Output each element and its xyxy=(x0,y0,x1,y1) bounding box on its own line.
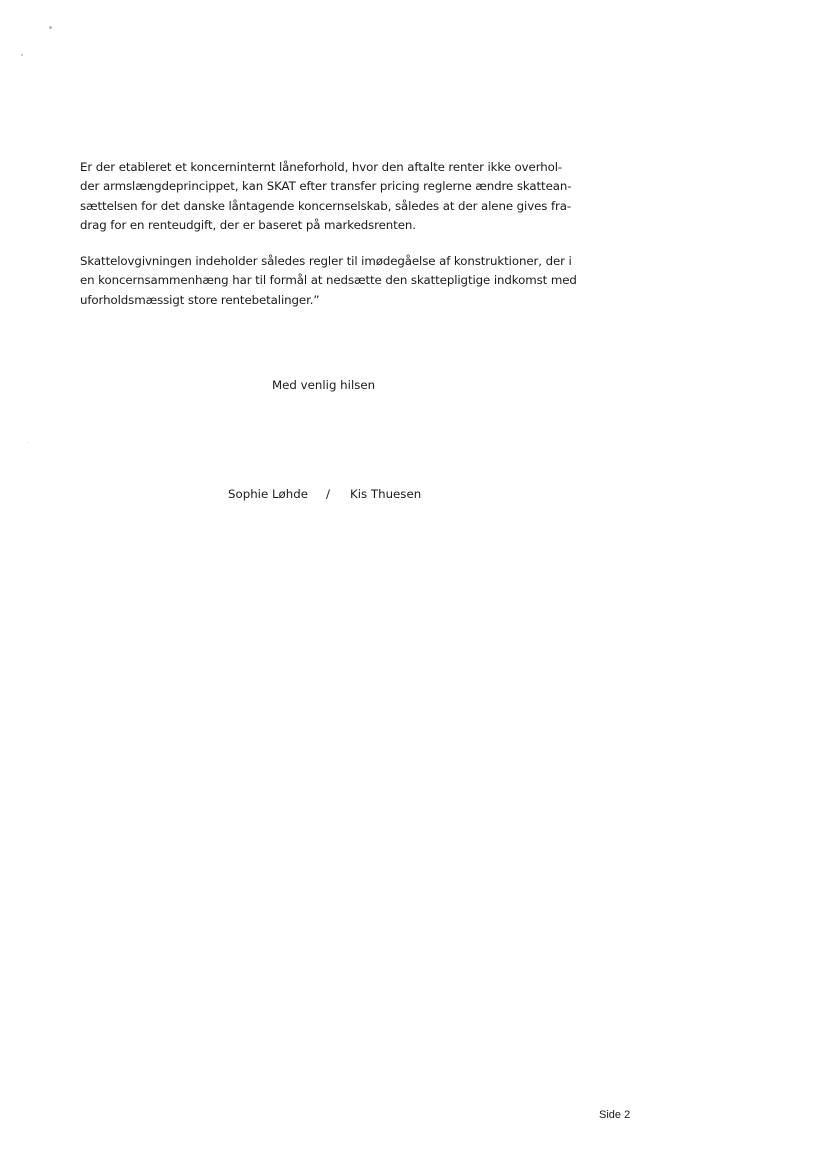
text-line: uforholdsmæssigt store rentebetalinger.” xyxy=(80,292,320,307)
scan-speck xyxy=(21,54,23,56)
page-number: Side 2 xyxy=(599,1109,631,1121)
text-line: Skattelovgivningen indeholder således regler til imødegåelse af konstruktioner, der i xyxy=(80,254,572,269)
text-line: sættelsen for det danske låntagende koncernselskab, således at der alene gives fra- xyxy=(80,198,572,213)
signature-block xyxy=(228,485,421,504)
paragraph-tax-legislation xyxy=(80,252,600,310)
paragraph-transfer-pricing xyxy=(80,158,600,235)
signatory-second: Kis Thuesen xyxy=(349,487,422,501)
text-line: der armslængdeprincippet, kan SKAT efter transfer pricing reglerne ændre skattean- xyxy=(80,179,572,194)
text-line: drag for en renteudgift, der er baseret på markedsrenten. xyxy=(80,217,416,232)
scan-speck xyxy=(49,26,52,29)
signatory-first: Sophie Løhde xyxy=(228,487,308,501)
closing-salutation: Med venlig hilsen xyxy=(272,378,376,392)
letter-body xyxy=(80,158,600,327)
text-line: en koncernsammenhæng har til formål at nedsætte den skattepligtige indkomst med xyxy=(80,273,577,288)
scan-speck xyxy=(28,442,29,443)
signatory-separator: / xyxy=(325,487,330,501)
text-line: Er der etableret et koncerninternt låneforhold, hvor den aftalte renter ikke overhol- xyxy=(80,160,563,174)
